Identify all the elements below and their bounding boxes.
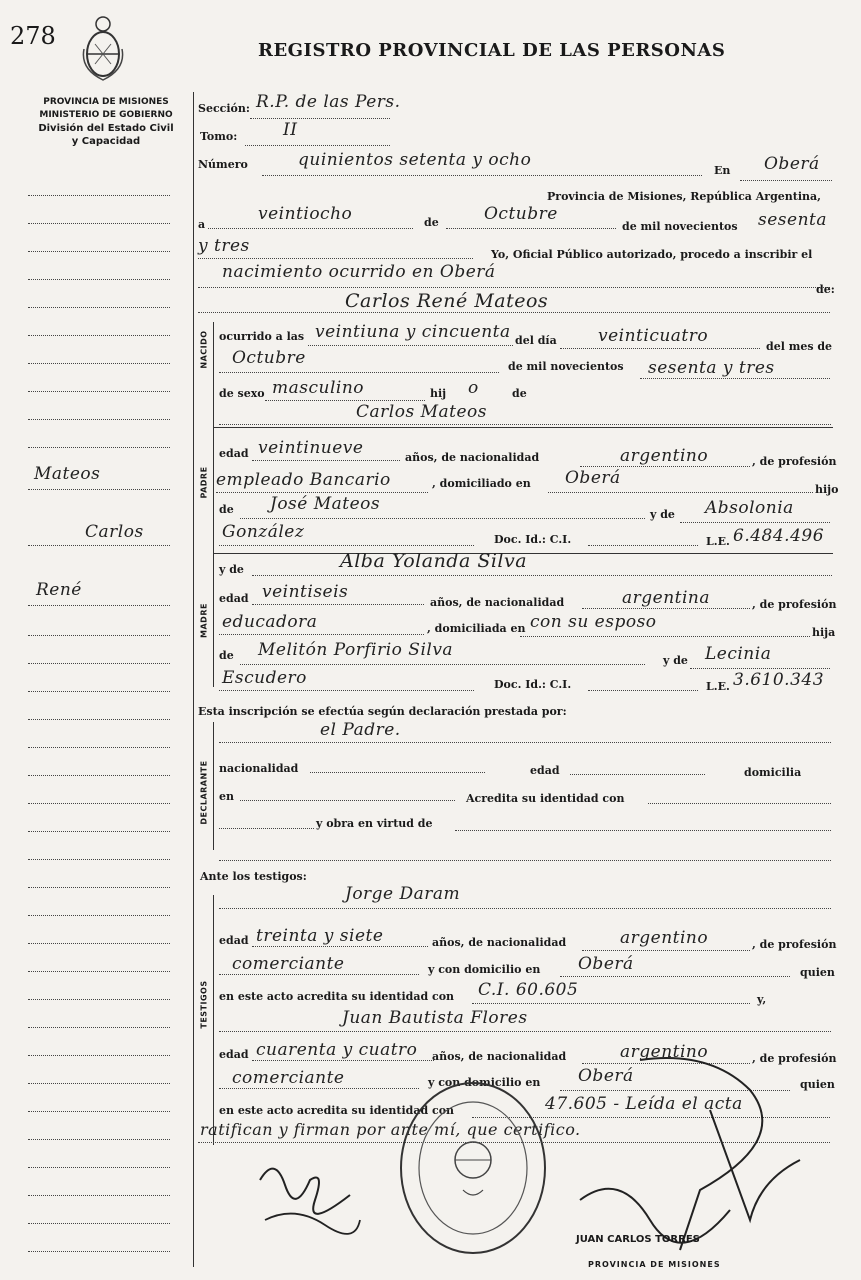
del-dia-label: del día: [515, 334, 557, 347]
officer-name: JUAN CARLOS TORRES: [576, 1234, 700, 1245]
testigos-text: Ante los testigos:: [200, 870, 307, 883]
madre-dom-value: con su esposo: [530, 612, 657, 632]
officer-province: PROVINCIA DE MISIONES: [588, 1260, 721, 1269]
official-seal: [398, 1080, 548, 1256]
de-mil-nov-label: de mil novecientos: [508, 360, 624, 373]
hijo-label: hijo: [815, 483, 839, 496]
profesion-label: , de profesión: [752, 455, 837, 468]
anos-nac-label: años, de nacionalidad: [432, 1050, 567, 1063]
padre-padre-value: José Mateos: [270, 494, 381, 514]
domiciliada-label: , domiciliada en: [427, 622, 526, 635]
madre-padre-value: Melitón Porfirio Silva: [258, 640, 454, 660]
madre-nac-value: argentina: [622, 588, 711, 608]
hij-label: hij: [430, 387, 447, 400]
padre-nombre-value: Carlos Mateos: [356, 402, 487, 422]
mil-novecientos-label: de mil novecientos: [622, 220, 738, 233]
seccion-value: R.P. de las Pers.: [256, 92, 401, 112]
madre-label: MADRE: [199, 603, 209, 638]
org-line: MINISTERIO DE GOBIERNO: [39, 110, 173, 120]
org-line: PROVINCIA DE MISIONES: [43, 97, 169, 107]
padre-nac-value: argentino: [620, 446, 709, 466]
edad-label: edad: [219, 1048, 249, 1061]
profesion-label: , de profesión: [752, 938, 837, 951]
padre-doc-value: 6.484.496: [733, 526, 825, 546]
form-left-border: [193, 92, 194, 1267]
t1-nombre-value: Jorge Daram: [345, 884, 461, 904]
y-de-label: y de: [219, 563, 244, 576]
edad-label: edad: [219, 934, 249, 947]
dia-value: veintiocho: [258, 204, 353, 224]
t2-dom-value: Oberá: [578, 1066, 634, 1086]
acredita-label: Acredita su identidad con: [466, 792, 625, 805]
en-label: en: [219, 790, 234, 803]
margin-name: René: [36, 580, 82, 600]
t1-nac-value: argentino: [620, 928, 709, 948]
seccion-label: Sección:: [198, 102, 250, 115]
dia-nac-value: veinticuatro: [598, 326, 709, 346]
del-mes-label: del mes de: [766, 340, 833, 353]
de-label: de: [219, 649, 234, 662]
sexo-value: masculino: [272, 378, 365, 398]
con-domicilio-label: y con domicilio en: [428, 963, 541, 976]
edad-label: edad: [219, 592, 249, 605]
closing-text: ratifican y firman por ante mí, que certifico.: [200, 1120, 581, 1139]
hora-value: veintiuna y cincuenta: [315, 322, 511, 342]
y-de-label: y de: [663, 654, 688, 667]
padre-edad-value: veintinueve: [258, 438, 364, 458]
anio-nac-value: sesenta y tres: [648, 358, 775, 378]
domicilia-label: domicilia: [744, 766, 802, 779]
t1-prof-value: comerciante: [232, 954, 345, 974]
quien-label: quien: [800, 1078, 835, 1091]
provincia-text: Provincia de Misiones, República Argentina,: [547, 190, 822, 203]
t1-id-value: C.I. 60.605: [478, 980, 579, 1000]
anos-nac-label: años, de nacionalidad: [432, 936, 567, 949]
de-label: de: [219, 503, 234, 516]
section-divider: [213, 427, 833, 428]
t2-id-value: 47.605 - Leída el acta: [545, 1094, 743, 1114]
madre-nombre-value: Alba Yolanda Silva: [340, 550, 528, 572]
org-line: y Capacidad: [71, 136, 141, 147]
anos-nac-label: años, de nacionalidad: [430, 596, 565, 609]
section-border: [213, 895, 214, 1145]
t2-nombre-value: Juan Bautista Flores: [342, 1008, 528, 1028]
a-label: a: [198, 218, 206, 231]
tomo-label: Tomo:: [200, 130, 238, 143]
mes-value: Octubre: [484, 204, 558, 224]
declarante-value: el Padre.: [320, 720, 401, 740]
obra-label: y obra en virtud de: [316, 817, 433, 830]
de-label: de: [424, 216, 439, 229]
edad-label: edad: [219, 447, 249, 460]
t2-edad-value: cuarenta y cuatro: [256, 1040, 418, 1060]
mes-nac-value: Octubre: [232, 348, 306, 368]
oficial-text: Yo, Oficial Público autorizado, procedo a inscribir el: [491, 248, 813, 261]
madre-prof-value: educadora: [222, 612, 318, 632]
anio-value: y tres: [198, 236, 250, 256]
madre-madre-value: Escudero: [222, 668, 307, 688]
declarante-label: DECLARANTE: [199, 760, 209, 825]
padre-dom-value: Oberá: [565, 468, 621, 488]
signature-mark: [255, 1150, 365, 1240]
nacionalidad-label: nacionalidad: [219, 762, 299, 775]
inscripcion-text: Esta inscripción se efectúa según declaración prestada por:: [198, 705, 567, 718]
acredita-id-label: en este acto acredita su identidad con: [219, 1104, 455, 1117]
t2-prof-value: comerciante: [232, 1068, 345, 1088]
t1-dom-value: Oberá: [578, 954, 634, 974]
hija-label: hija: [812, 626, 836, 639]
margin-surname: Mateos: [34, 464, 101, 484]
en-label: En: [714, 164, 731, 177]
padre-label: PADRE: [199, 466, 209, 499]
t2-nac-value: argentino: [620, 1042, 709, 1062]
edad-label: edad: [530, 764, 560, 777]
t1-edad-value: treinta y siete: [256, 926, 384, 946]
org-line: División del Estado Civil: [38, 123, 174, 134]
domiciliado-label: , domiciliado en: [432, 477, 531, 490]
madre-madre-value: Lecinia: [705, 644, 772, 664]
margin-name: Carlos: [85, 522, 144, 542]
profesion-label: , de profesión: [752, 1052, 837, 1065]
acredita-id-label: en este acto acredita su identidad con: [219, 990, 455, 1003]
en-value: Oberá: [764, 154, 820, 174]
nombre-value: Carlos René Mateos: [345, 290, 549, 312]
madre-edad-value: veintiseis: [262, 582, 349, 602]
doc-label: Doc. Id.: C.I.: [494, 678, 572, 691]
profesion-label: , de profesión: [752, 598, 837, 611]
testigos-label: TESTIGOS: [199, 980, 209, 1029]
de-colon-label: de:: [816, 283, 835, 296]
inscribe-value: nacimiento ocurrido en Oberá: [222, 262, 496, 282]
nacido-label: NACIDO: [199, 330, 209, 369]
de-label: de: [512, 387, 527, 400]
hij-value: o: [468, 378, 479, 398]
le-label: L.E.: [706, 680, 730, 693]
numero-value: quinientos setenta y ocho: [298, 150, 532, 170]
padre-prof-value: empleado Bancario: [216, 470, 391, 490]
document-title: REGISTRO PROVINCIAL DE LAS PERSONAS: [258, 40, 726, 61]
section-border: [213, 722, 214, 850]
issuing-office: [22, 96, 190, 148]
anio-value: sesenta: [758, 210, 827, 230]
ocurrido-label: ocurrido a las: [219, 330, 305, 343]
sexo-label: de sexo: [219, 387, 265, 400]
tomo-value: II: [283, 120, 298, 140]
le-label: L.E.: [706, 535, 730, 548]
y-de-label: y de: [650, 508, 675, 521]
numero-label: Número: [198, 158, 248, 171]
section-border: [213, 322, 214, 687]
con-domicilio-label: y con domicilio en: [428, 1076, 541, 1089]
doc-label: Doc. Id.: C.I.: [494, 533, 572, 546]
padre-madre-value: González: [222, 522, 305, 542]
anos-nac-label: años, de nacionalidad: [405, 451, 540, 464]
quien-label: quien: [800, 966, 835, 979]
padre-madre-value: Absolonia: [705, 498, 794, 518]
madre-doc-value: 3.610.343: [733, 670, 825, 690]
folio-number: 278: [10, 22, 56, 50]
coat-of-arms-icon: [80, 14, 126, 84]
y-comma-label: y,: [757, 993, 767, 1006]
